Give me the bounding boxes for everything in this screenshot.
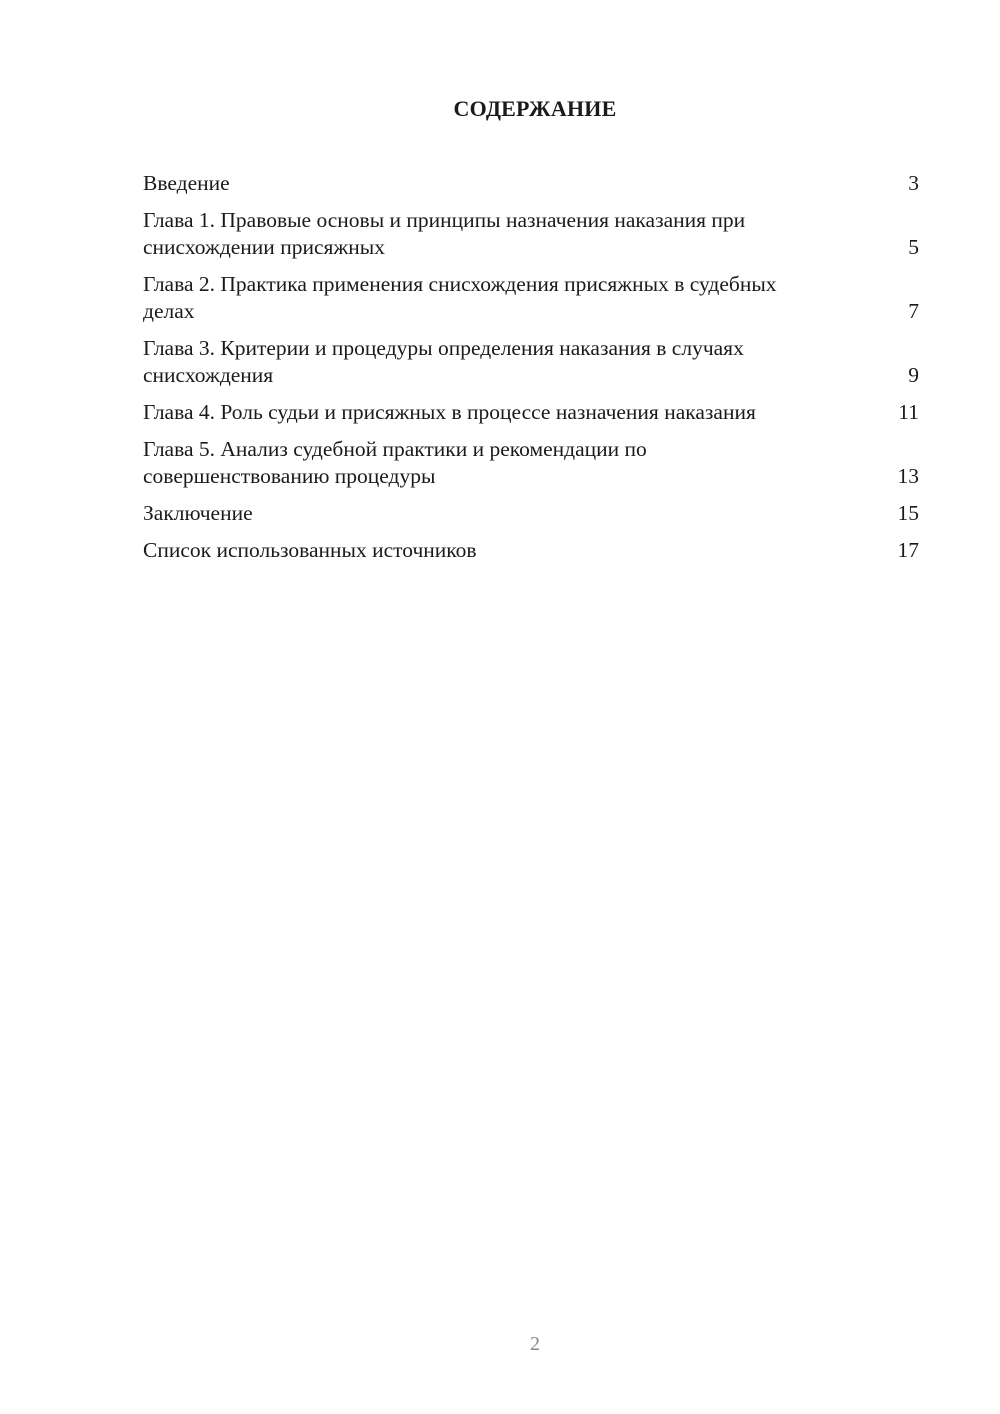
toc-entry-page: 3 — [908, 171, 919, 195]
toc-entry-chapter-3[interactable] — [143, 335, 919, 389]
toc-entry-conclusion[interactable] — [143, 500, 919, 527]
toc-entry-text: Глава 4. Роль судьи и присяжных в процессе назначения наказания — [143, 400, 756, 424]
toc-entry-chapter-1[interactable] — [143, 207, 919, 261]
toc-entry-text: Глава 1. Правовые основы и принципы назначения наказания при снисхождении присяжных — [143, 208, 746, 259]
toc-entry-page: 17 — [897, 538, 919, 562]
toc-entry-chapter-2[interactable] — [143, 271, 919, 325]
toc-entry-text: Глава 3. Критерии и процедуры определения наказания в случаях снисхождения — [143, 336, 744, 387]
toc-entry-text: Глава 5. Анализ судебной практики и рекомендации по совершенствованию процедуры — [143, 437, 647, 488]
table-of-contents — [143, 170, 919, 574]
toc-entry-chapter-5[interactable] — [143, 436, 919, 490]
toc-entry-chapter-4[interactable] — [143, 399, 919, 426]
toc-entry-text: Введение — [143, 171, 230, 195]
page-title: СОДЕРЖАНИЕ — [453, 96, 617, 121]
toc-entry-page: 13 — [897, 464, 919, 488]
page-number: 2 — [530, 1333, 540, 1355]
toc-entry-page: 9 — [908, 363, 919, 387]
toc-entry-text: Глава 2. Практика применения снисхождения присяжных в судебных делах — [143, 272, 777, 323]
toc-entry-page: 5 — [908, 235, 919, 259]
toc-entry-text: Список использованных источников — [143, 538, 477, 562]
toc-entry-page: 7 — [908, 299, 919, 323]
toc-entry-references[interactable] — [143, 537, 919, 564]
toc-entry-introduction[interactable] — [143, 170, 919, 197]
toc-entry-page: 15 — [897, 501, 919, 525]
toc-entry-text: Заключение — [143, 501, 253, 525]
toc-entry-page: 11 — [898, 400, 919, 424]
